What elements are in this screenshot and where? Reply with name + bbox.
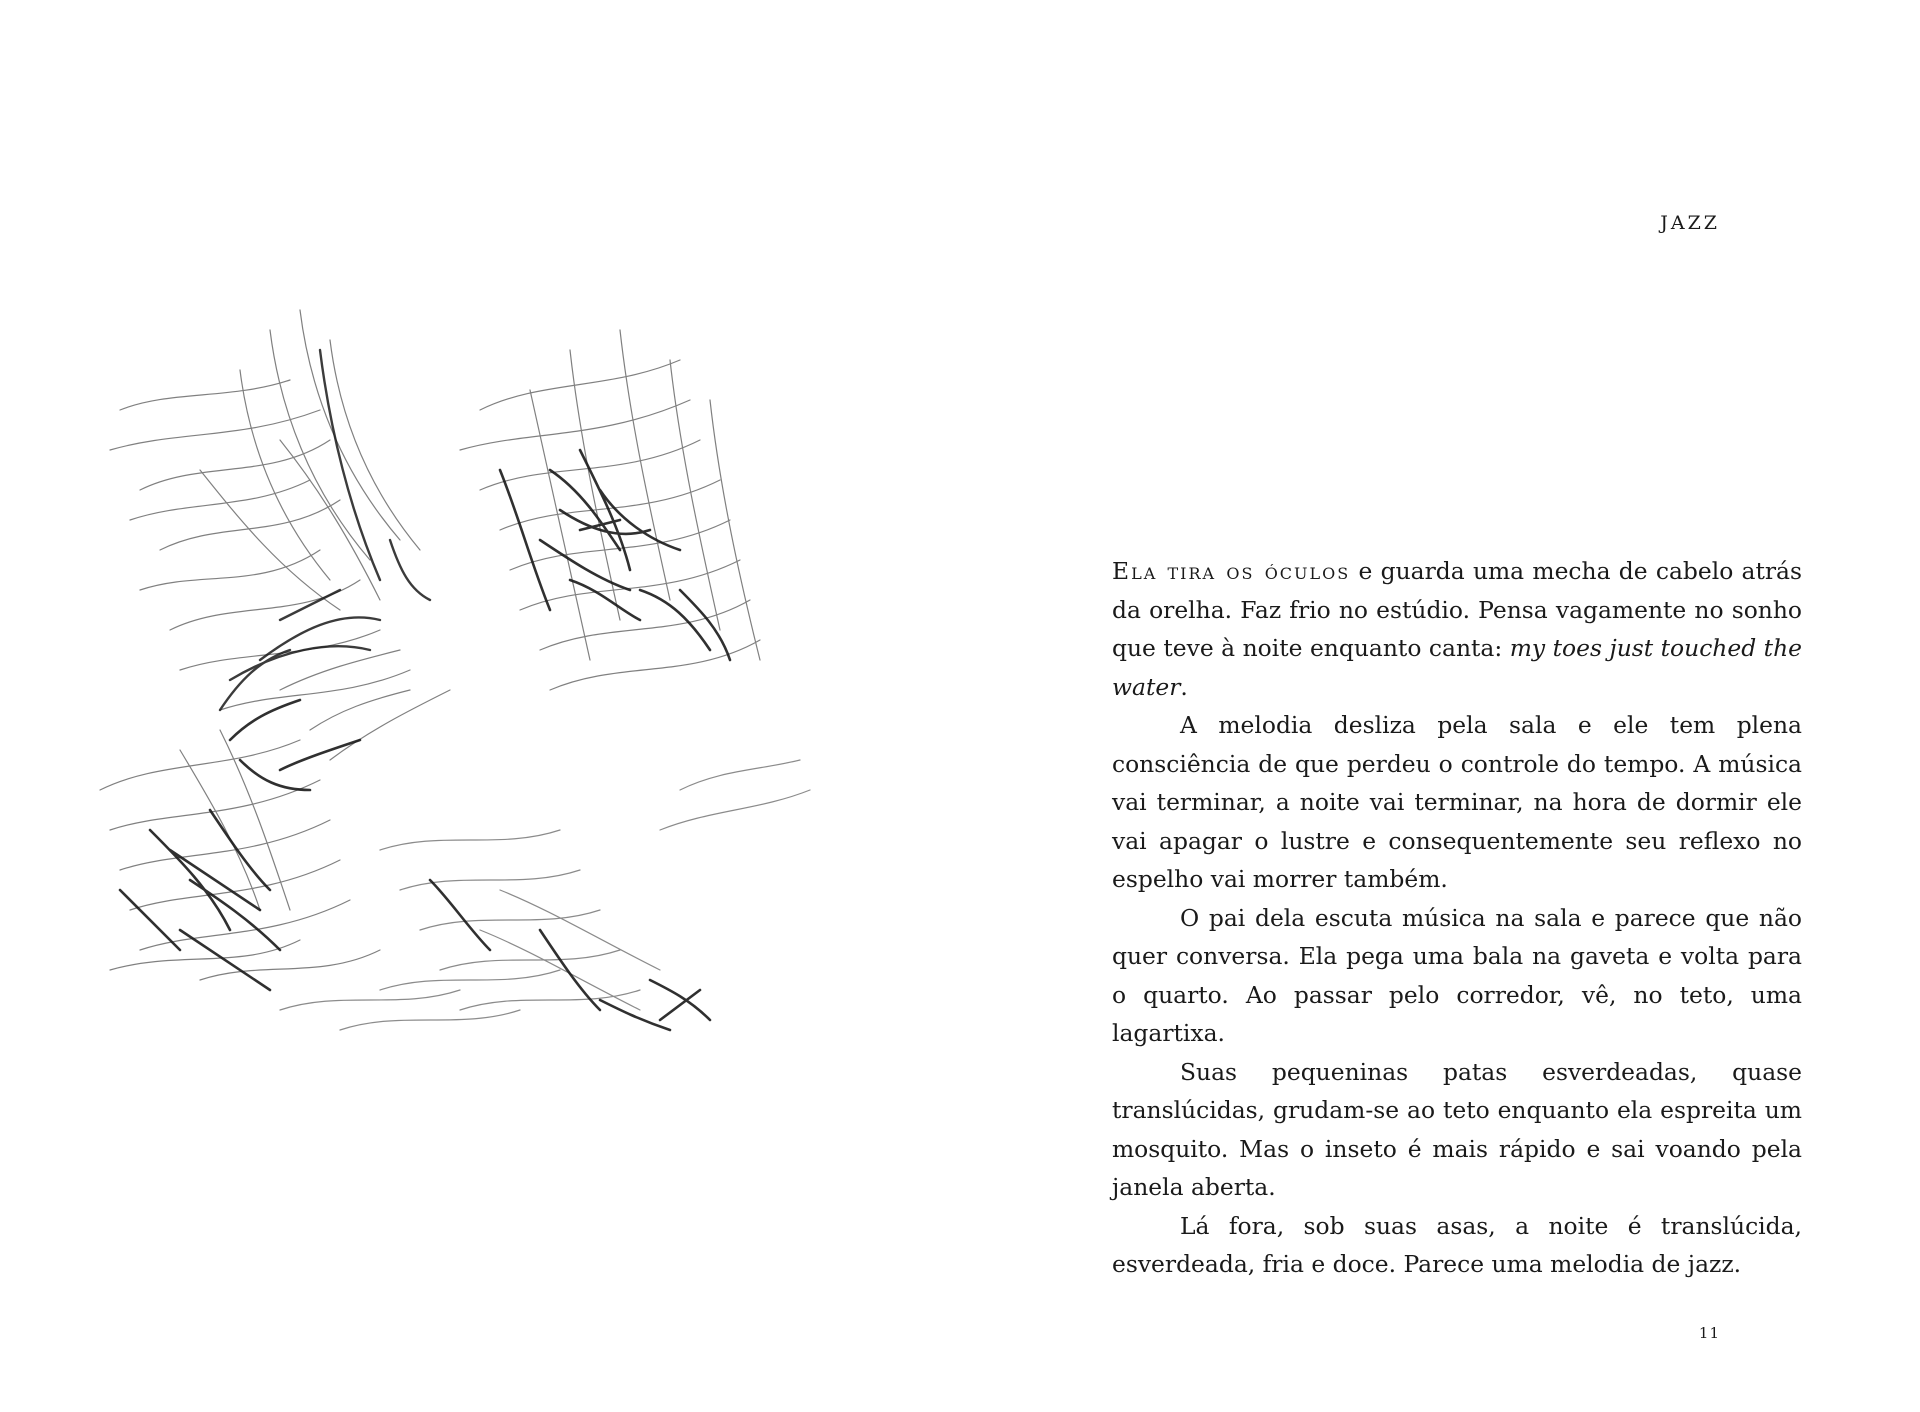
page-number: 11 [1698,1324,1720,1342]
paragraph-1 [1112,552,1802,706]
lower-right-dark-strokes [430,880,710,1030]
opening-small-caps: Ela tira os óculos [1112,557,1351,585]
body-text [1112,552,1802,1284]
lower-right-light-strokes [280,760,810,1030]
figure-light-strokes [100,650,450,980]
paragraph-2: A melodia desliza pela sala e ele tem plena consciência de que perdeu o controle do tempo. A música vai terminar, a noite vai terminar, na hora de dormir ele vai apagar o lustre e consequentemente seu reflexo no espelho vai morrer também. [1112,711,1802,893]
running-head: JAZZ [1660,212,1720,234]
paragraph-4: Suas pequeninas patas esverdeadas, quase translúcidas, grudam-se ao teto enquanto ela espreita um mosquito. Mas o inseto é mais rápido e sai voando pela janela aberta. [1112,1057,1802,1201]
left-wing-light-strokes [110,310,420,710]
paragraph-1-end: . [1180,672,1188,701]
ink-sketch-illustration [80,290,930,1270]
right-wing-dark-strokes [500,450,730,660]
paragraph-5: Lá fora, sob suas asas, a noite é translúcida, esverdeada, fria e doce. Parece uma melodia de jazz. [1112,1211,1802,1278]
paragraph-1-text: e guarda uma mecha de cabelo atrás da orelha. Faz frio no estúdio. Pensa vagamente no sonho que teve à noite enquanto canta: [1112,557,1803,662]
paragraph-1-italic: my toes just touched the water [1112,634,1802,701]
paragraph-3: O pai dela escuta música na sala e parece que não quer conversa. Ela pega uma bala na gaveta e volta para o quarto. Ao passar pelo corredor, vê, no teto, uma lagartixa. [1112,903,1802,1047]
figure-dark-strokes [120,700,360,990]
sketch-svg [80,290,930,1270]
